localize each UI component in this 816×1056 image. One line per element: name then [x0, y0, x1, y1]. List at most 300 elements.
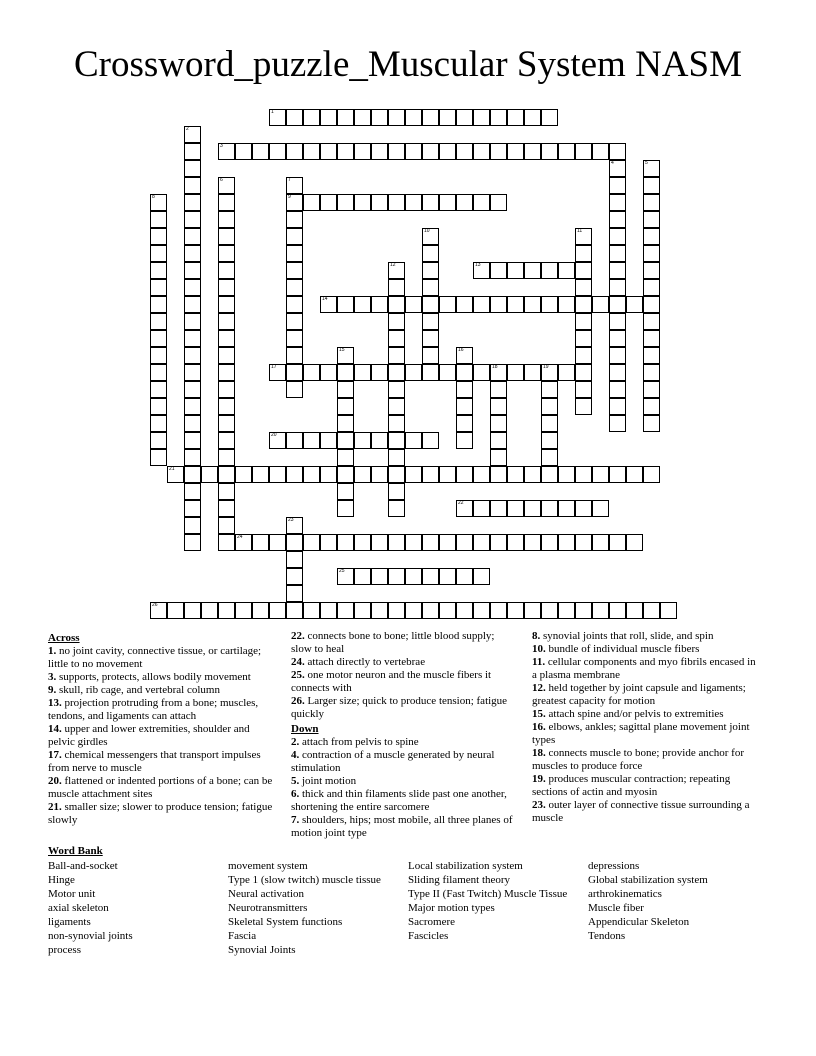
crossword-cell[interactable] — [320, 194, 337, 211]
crossword-cell[interactable] — [150, 415, 167, 432]
crossword-cell[interactable] — [609, 602, 626, 619]
crossword-cell[interactable] — [575, 500, 592, 517]
crossword-cell[interactable] — [609, 262, 626, 279]
crossword-cell[interactable] — [184, 534, 201, 551]
crossword-cell[interactable] — [643, 602, 660, 619]
crossword-cell[interactable] — [337, 398, 354, 415]
crossword-cell[interactable] — [150, 245, 167, 262]
crossword-cell[interactable] — [490, 534, 507, 551]
crossword-cell[interactable] — [184, 160, 201, 177]
crossword-cell[interactable] — [286, 194, 303, 211]
crossword-cell[interactable] — [150, 313, 167, 330]
crossword-cell[interactable] — [456, 500, 473, 517]
crossword-cell[interactable] — [337, 483, 354, 500]
crossword-cell[interactable] — [541, 466, 558, 483]
crossword-cell[interactable] — [388, 296, 405, 313]
crossword-cell[interactable] — [609, 228, 626, 245]
crossword-cell[interactable] — [184, 381, 201, 398]
crossword-cell[interactable] — [558, 262, 575, 279]
crossword-cell[interactable] — [269, 109, 286, 126]
crossword-cell[interactable] — [201, 602, 218, 619]
crossword-cell[interactable] — [439, 602, 456, 619]
crossword-cell[interactable] — [218, 364, 235, 381]
crossword-cell[interactable] — [354, 143, 371, 160]
crossword-cell[interactable] — [184, 143, 201, 160]
crossword-cell[interactable] — [490, 143, 507, 160]
crossword-cell[interactable] — [575, 262, 592, 279]
crossword-cell[interactable] — [490, 381, 507, 398]
crossword-cell[interactable] — [320, 143, 337, 160]
crossword-cell[interactable] — [218, 228, 235, 245]
crossword-cell[interactable] — [473, 194, 490, 211]
crossword-cell[interactable] — [456, 568, 473, 585]
crossword-cell[interactable] — [286, 381, 303, 398]
crossword-cell[interactable] — [490, 262, 507, 279]
crossword-cell[interactable] — [439, 109, 456, 126]
crossword-cell[interactable] — [371, 534, 388, 551]
crossword-cell[interactable] — [524, 466, 541, 483]
crossword-cell[interactable] — [439, 568, 456, 585]
crossword-cell[interactable] — [150, 432, 167, 449]
crossword-cell[interactable] — [575, 143, 592, 160]
crossword-cell[interactable] — [184, 466, 201, 483]
crossword-cell[interactable] — [643, 262, 660, 279]
crossword-cell[interactable] — [558, 534, 575, 551]
crossword-cell[interactable] — [388, 143, 405, 160]
crossword-cell[interactable] — [558, 364, 575, 381]
crossword-cell[interactable] — [507, 109, 524, 126]
crossword-cell[interactable] — [575, 364, 592, 381]
crossword-cell[interactable] — [388, 364, 405, 381]
crossword-cell[interactable] — [439, 466, 456, 483]
crossword-cell[interactable] — [371, 143, 388, 160]
crossword-cell[interactable] — [354, 602, 371, 619]
crossword-cell[interactable] — [388, 534, 405, 551]
crossword-cell[interactable] — [150, 279, 167, 296]
crossword-cell[interactable] — [286, 364, 303, 381]
crossword-cell[interactable] — [405, 432, 422, 449]
crossword-cell[interactable] — [473, 109, 490, 126]
crossword-cell[interactable] — [422, 466, 439, 483]
crossword-cell[interactable] — [269, 602, 286, 619]
crossword-cell[interactable] — [490, 432, 507, 449]
crossword-cell[interactable] — [184, 228, 201, 245]
crossword-cell[interactable] — [507, 534, 524, 551]
crossword-cell[interactable] — [643, 364, 660, 381]
crossword-cell[interactable] — [490, 364, 507, 381]
crossword-cell[interactable] — [218, 500, 235, 517]
crossword-cell[interactable] — [558, 602, 575, 619]
crossword-cell[interactable] — [150, 194, 167, 211]
crossword-cell[interactable] — [337, 194, 354, 211]
crossword-cell[interactable] — [286, 466, 303, 483]
crossword-cell[interactable] — [184, 500, 201, 517]
crossword-cell[interactable] — [269, 432, 286, 449]
crossword-cell[interactable] — [150, 228, 167, 245]
crossword-cell[interactable] — [337, 347, 354, 364]
crossword-cell[interactable] — [388, 466, 405, 483]
crossword-cell[interactable] — [184, 296, 201, 313]
crossword-cell[interactable] — [218, 194, 235, 211]
crossword-cell[interactable] — [541, 381, 558, 398]
crossword-cell[interactable] — [609, 279, 626, 296]
crossword-cell[interactable] — [235, 602, 252, 619]
crossword-cell[interactable] — [320, 296, 337, 313]
crossword-cell[interactable] — [371, 466, 388, 483]
crossword-cell[interactable] — [456, 381, 473, 398]
crossword-cell[interactable] — [388, 330, 405, 347]
crossword-cell[interactable] — [269, 364, 286, 381]
crossword-cell[interactable] — [422, 194, 439, 211]
crossword-cell[interactable] — [184, 177, 201, 194]
crossword-cell[interactable] — [524, 109, 541, 126]
crossword-cell[interactable] — [507, 364, 524, 381]
crossword-cell[interactable] — [609, 194, 626, 211]
crossword-cell[interactable] — [609, 398, 626, 415]
crossword-cell[interactable] — [150, 381, 167, 398]
crossword-cell[interactable] — [490, 449, 507, 466]
crossword-cell[interactable] — [422, 262, 439, 279]
crossword-cell[interactable] — [218, 432, 235, 449]
crossword-cell[interactable] — [337, 500, 354, 517]
crossword-cell[interactable] — [643, 245, 660, 262]
crossword-cell[interactable] — [235, 534, 252, 551]
crossword-cell[interactable] — [371, 364, 388, 381]
crossword-cell[interactable] — [609, 160, 626, 177]
crossword-cell[interactable] — [490, 194, 507, 211]
crossword-cell[interactable] — [422, 347, 439, 364]
crossword-cell[interactable] — [456, 347, 473, 364]
crossword-cell[interactable] — [490, 415, 507, 432]
crossword-cell[interactable] — [235, 466, 252, 483]
crossword-cell[interactable] — [354, 109, 371, 126]
crossword-cell[interactable] — [524, 500, 541, 517]
crossword-cell[interactable] — [609, 347, 626, 364]
crossword-cell[interactable] — [422, 534, 439, 551]
crossword-cell[interactable] — [286, 296, 303, 313]
crossword-cell[interactable] — [643, 330, 660, 347]
crossword-cell[interactable] — [337, 364, 354, 381]
crossword-cell[interactable] — [337, 534, 354, 551]
crossword-cell[interactable] — [269, 534, 286, 551]
crossword-cell[interactable] — [507, 602, 524, 619]
crossword-cell[interactable] — [643, 398, 660, 415]
crossword-cell[interactable] — [473, 500, 490, 517]
crossword-cell[interactable] — [218, 313, 235, 330]
crossword-cell[interactable] — [371, 432, 388, 449]
crossword-cell[interactable] — [456, 296, 473, 313]
crossword-cell[interactable] — [320, 109, 337, 126]
crossword-cell[interactable] — [218, 245, 235, 262]
crossword-cell[interactable] — [473, 602, 490, 619]
crossword-cell[interactable] — [388, 262, 405, 279]
crossword-cell[interactable] — [439, 296, 456, 313]
crossword-cell[interactable] — [354, 194, 371, 211]
crossword-cell[interactable] — [541, 296, 558, 313]
crossword-cell[interactable] — [354, 296, 371, 313]
crossword-cell[interactable] — [218, 347, 235, 364]
crossword-cell[interactable] — [541, 262, 558, 279]
crossword-cell[interactable] — [609, 415, 626, 432]
crossword-cell[interactable] — [473, 296, 490, 313]
crossword-cell[interactable] — [507, 466, 524, 483]
crossword-cell[interactable] — [286, 568, 303, 585]
crossword-cell[interactable] — [558, 466, 575, 483]
crossword-cell[interactable] — [422, 279, 439, 296]
crossword-cell[interactable] — [218, 398, 235, 415]
crossword-cell[interactable] — [286, 245, 303, 262]
crossword-cell[interactable] — [643, 466, 660, 483]
crossword-cell[interactable] — [473, 143, 490, 160]
crossword-cell[interactable] — [643, 381, 660, 398]
crossword-cell[interactable] — [388, 279, 405, 296]
crossword-cell[interactable] — [439, 364, 456, 381]
crossword-cell[interactable] — [524, 364, 541, 381]
crossword-cell[interactable] — [354, 432, 371, 449]
crossword-cell[interactable] — [405, 194, 422, 211]
crossword-cell[interactable] — [286, 313, 303, 330]
crossword-cell[interactable] — [150, 296, 167, 313]
crossword-cell[interactable] — [388, 381, 405, 398]
crossword-cell[interactable] — [388, 483, 405, 500]
crossword-cell[interactable] — [286, 143, 303, 160]
crossword-cell[interactable] — [286, 517, 303, 534]
crossword-cell[interactable] — [643, 228, 660, 245]
crossword-cell[interactable] — [218, 262, 235, 279]
crossword-cell[interactable] — [422, 568, 439, 585]
crossword-cell[interactable] — [286, 432, 303, 449]
crossword-cell[interactable] — [371, 194, 388, 211]
crossword-cell[interactable] — [456, 143, 473, 160]
crossword-cell[interactable] — [320, 432, 337, 449]
crossword-cell[interactable] — [388, 602, 405, 619]
crossword-cell[interactable] — [184, 483, 201, 500]
crossword-cell[interactable] — [575, 245, 592, 262]
crossword-cell[interactable] — [422, 228, 439, 245]
crossword-cell[interactable] — [150, 398, 167, 415]
crossword-cell[interactable] — [456, 534, 473, 551]
crossword-cell[interactable] — [388, 398, 405, 415]
crossword-cell[interactable] — [490, 602, 507, 619]
crossword-cell[interactable] — [405, 296, 422, 313]
crossword-cell[interactable] — [609, 364, 626, 381]
crossword-cell[interactable] — [235, 143, 252, 160]
crossword-cell[interactable] — [218, 381, 235, 398]
crossword-cell[interactable] — [490, 296, 507, 313]
crossword-cell[interactable] — [575, 347, 592, 364]
crossword-cell[interactable] — [286, 585, 303, 602]
crossword-cell[interactable] — [490, 466, 507, 483]
crossword-cell[interactable] — [388, 109, 405, 126]
crossword-cell[interactable] — [558, 500, 575, 517]
crossword-cell[interactable] — [354, 364, 371, 381]
crossword-cell[interactable] — [507, 262, 524, 279]
crossword-cell[interactable] — [303, 432, 320, 449]
crossword-cell[interactable] — [218, 534, 235, 551]
crossword-cell[interactable] — [405, 534, 422, 551]
crossword-cell[interactable] — [388, 432, 405, 449]
crossword-cell[interactable] — [473, 262, 490, 279]
crossword-cell[interactable] — [456, 398, 473, 415]
crossword-cell[interactable] — [524, 534, 541, 551]
crossword-cell[interactable] — [507, 143, 524, 160]
crossword-cell[interactable] — [150, 347, 167, 364]
crossword-cell[interactable] — [456, 194, 473, 211]
crossword-cell[interactable] — [218, 143, 235, 160]
crossword-cell[interactable] — [422, 143, 439, 160]
crossword-cell[interactable] — [643, 279, 660, 296]
crossword-cell[interactable] — [575, 602, 592, 619]
crossword-cell[interactable] — [541, 602, 558, 619]
crossword-cell[interactable] — [643, 194, 660, 211]
crossword-cell[interactable] — [269, 143, 286, 160]
crossword-cell[interactable] — [643, 211, 660, 228]
crossword-cell[interactable] — [575, 466, 592, 483]
crossword-cell[interactable] — [218, 466, 235, 483]
crossword-cell[interactable] — [201, 466, 218, 483]
crossword-cell[interactable] — [218, 279, 235, 296]
crossword-cell[interactable] — [541, 143, 558, 160]
crossword-cell[interactable] — [456, 415, 473, 432]
crossword-cell[interactable] — [422, 296, 439, 313]
crossword-cell[interactable] — [575, 296, 592, 313]
crossword-cell[interactable] — [354, 466, 371, 483]
crossword-cell[interactable] — [405, 568, 422, 585]
crossword-cell[interactable] — [507, 500, 524, 517]
crossword-cell[interactable] — [609, 466, 626, 483]
crossword-cell[interactable] — [303, 534, 320, 551]
crossword-cell[interactable] — [609, 143, 626, 160]
crossword-cell[interactable] — [320, 466, 337, 483]
crossword-cell[interactable] — [184, 415, 201, 432]
crossword-cell[interactable] — [150, 262, 167, 279]
crossword-cell[interactable] — [507, 296, 524, 313]
crossword-cell[interactable] — [218, 211, 235, 228]
crossword-cell[interactable] — [456, 466, 473, 483]
crossword-cell[interactable] — [490, 500, 507, 517]
crossword-cell[interactable] — [184, 126, 201, 143]
crossword-cell[interactable] — [218, 517, 235, 534]
crossword-cell[interactable] — [609, 296, 626, 313]
crossword-cell[interactable] — [388, 347, 405, 364]
crossword-cell[interactable] — [320, 364, 337, 381]
crossword-cell[interactable] — [286, 228, 303, 245]
crossword-cell[interactable] — [422, 432, 439, 449]
crossword-cell[interactable] — [405, 143, 422, 160]
crossword-cell[interactable] — [541, 364, 558, 381]
crossword-cell[interactable] — [218, 296, 235, 313]
crossword-cell[interactable] — [184, 211, 201, 228]
crossword-cell[interactable] — [286, 262, 303, 279]
crossword-cell[interactable] — [269, 466, 286, 483]
crossword-cell[interactable] — [422, 602, 439, 619]
crossword-cell[interactable] — [626, 296, 643, 313]
crossword-cell[interactable] — [524, 602, 541, 619]
crossword-cell[interactable] — [609, 211, 626, 228]
crossword-cell[interactable] — [303, 194, 320, 211]
crossword-cell[interactable] — [660, 602, 677, 619]
crossword-cell[interactable] — [422, 364, 439, 381]
crossword-cell[interactable] — [286, 279, 303, 296]
crossword-cell[interactable] — [558, 296, 575, 313]
crossword-cell[interactable] — [439, 143, 456, 160]
crossword-cell[interactable] — [371, 602, 388, 619]
crossword-cell[interactable] — [609, 177, 626, 194]
crossword-cell[interactable] — [320, 602, 337, 619]
crossword-cell[interactable] — [541, 432, 558, 449]
crossword-cell[interactable] — [473, 364, 490, 381]
crossword-cell[interactable] — [252, 466, 269, 483]
crossword-cell[interactable] — [150, 211, 167, 228]
crossword-cell[interactable] — [252, 602, 269, 619]
crossword-cell[interactable] — [286, 347, 303, 364]
crossword-cell[interactable] — [286, 211, 303, 228]
crossword-cell[interactable] — [150, 330, 167, 347]
crossword-cell[interactable] — [388, 194, 405, 211]
crossword-cell[interactable] — [337, 296, 354, 313]
crossword-cell[interactable] — [388, 415, 405, 432]
crossword-cell[interactable] — [541, 398, 558, 415]
crossword-cell[interactable] — [609, 245, 626, 262]
crossword-cell[interactable] — [575, 534, 592, 551]
crossword-cell[interactable] — [541, 415, 558, 432]
crossword-cell[interactable] — [575, 228, 592, 245]
crossword-cell[interactable] — [473, 534, 490, 551]
crossword-cell[interactable] — [388, 313, 405, 330]
crossword-cell[interactable] — [184, 432, 201, 449]
crossword-cell[interactable] — [422, 330, 439, 347]
crossword-cell[interactable] — [575, 398, 592, 415]
crossword-cell[interactable] — [422, 109, 439, 126]
crossword-cell[interactable] — [286, 602, 303, 619]
crossword-cell[interactable] — [252, 143, 269, 160]
crossword-cell[interactable] — [320, 534, 337, 551]
crossword-cell[interactable] — [405, 364, 422, 381]
crossword-cell[interactable] — [388, 449, 405, 466]
crossword-cell[interactable] — [303, 466, 320, 483]
crossword-cell[interactable] — [337, 466, 354, 483]
crossword-cell[interactable] — [456, 109, 473, 126]
crossword-cell[interactable] — [643, 313, 660, 330]
crossword-cell[interactable] — [337, 109, 354, 126]
crossword-cell[interactable] — [473, 466, 490, 483]
crossword-cell[interactable] — [609, 534, 626, 551]
crossword-cell[interactable] — [337, 449, 354, 466]
crossword-cell[interactable] — [184, 398, 201, 415]
crossword-cell[interactable] — [371, 296, 388, 313]
crossword-cell[interactable] — [218, 415, 235, 432]
crossword-cell[interactable] — [218, 330, 235, 347]
crossword-cell[interactable] — [456, 602, 473, 619]
crossword-cell[interactable] — [337, 602, 354, 619]
crossword-cell[interactable] — [405, 602, 422, 619]
crossword-cell[interactable] — [184, 330, 201, 347]
crossword-cell[interactable] — [150, 364, 167, 381]
crossword-cell[interactable] — [439, 194, 456, 211]
crossword-cell[interactable] — [388, 568, 405, 585]
crossword-cell[interactable] — [337, 415, 354, 432]
crossword-cell[interactable] — [592, 296, 609, 313]
crossword-cell[interactable] — [218, 483, 235, 500]
crossword-cell[interactable] — [643, 177, 660, 194]
crossword-cell[interactable] — [575, 313, 592, 330]
crossword-cell[interactable] — [422, 245, 439, 262]
crossword-cell[interactable] — [184, 602, 201, 619]
crossword-cell[interactable] — [218, 449, 235, 466]
crossword-cell[interactable] — [473, 568, 490, 585]
crossword-cell[interactable] — [592, 466, 609, 483]
crossword-cell[interactable] — [643, 160, 660, 177]
